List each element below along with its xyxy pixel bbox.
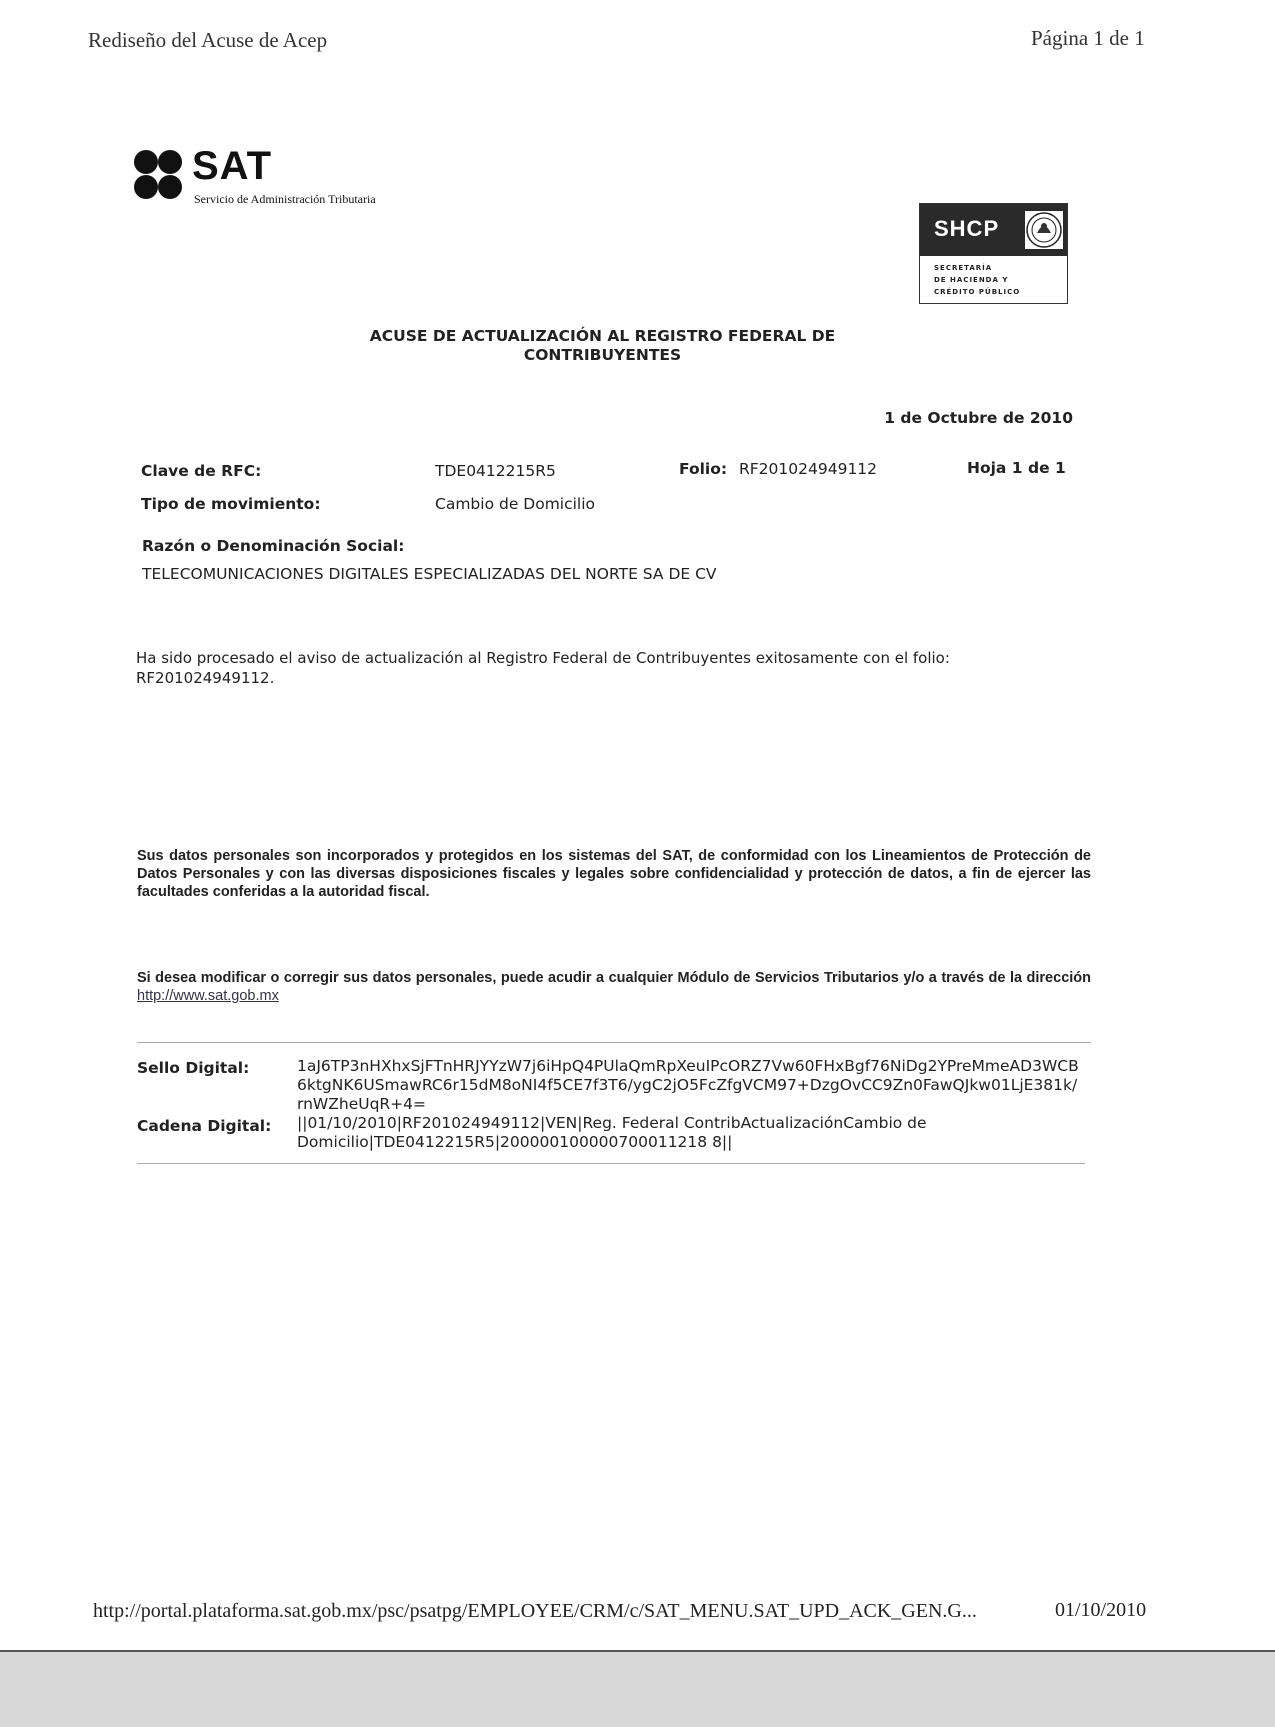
shcp-logo-word: SHCP — [934, 216, 1000, 241]
shcp-line-2: DE HACIENDA Y — [934, 276, 1009, 284]
sat-logo-word: SAT — [192, 144, 273, 188]
razon-label: Razón o Denominación Social: — [142, 537, 405, 555]
sello-line-3: rnWZheUqR+4= — [297, 1095, 427, 1113]
scan-border — [0, 1650, 1275, 1727]
sello-value — [297, 1057, 1097, 1114]
rfc-label: Clave de RFC: — [141, 462, 262, 480]
seal-icon — [1025, 211, 1063, 249]
modify-notice — [137, 969, 1091, 1005]
modify-text: Si desea modificar o corregir sus datos personales, puede acudir a cualquier Módulo de Servicios Tributarios y/o a través de la dirección — [137, 970, 1091, 986]
tipo-value: Cambio de Domicilio — [435, 495, 596, 513]
rfc-value: TDE0412215R5 — [435, 462, 556, 480]
shcp-logo — [919, 203, 1068, 304]
cadena-value — [297, 1114, 1097, 1152]
document-title — [300, 327, 905, 365]
processed-line-1: Ha sido procesado el aviso de actualización al Registro Federal de Contribuyentes exitosamente con el folio: — [136, 649, 950, 667]
shcp-line-3: CRÉDITO PÚBLICO — [934, 288, 1021, 296]
privacy-notice: Sus datos personales son incorporados y protegidos en los sistemas del SAT, de conformidad con los Lineamientos de Protección de Datos Personales y con las diversas disposiciones fiscales y legales sobre confidencialidad y protección de datos, a fin de ejercer las facultades conferidas a la autoridad fiscal. — [137, 848, 1091, 900]
footer-date: 01/10/2010 — [1055, 1599, 1147, 1621]
sello-line-2: 6ktgNK6USmawRC6r15dM8oNI4f5CE7f3T6/ygC2jO5FcZfgVCM97+DzgOvCC9Zn0FawQJkw01LjE381k/ — [297, 1076, 1078, 1094]
sat-dots-icon — [134, 150, 184, 202]
footer-url: http://portal.plataforma.sat.gob.mx/psc/psatpg/EMPLOYEE/CRM/c/SAT_MENU.SAT_UPD_ACK_GEN.G... — [93, 1600, 977, 1622]
sat-logo — [134, 144, 454, 208]
folio-label: Folio: — [679, 460, 728, 478]
processed-message — [136, 648, 1036, 688]
divider-bottom — [137, 1163, 1085, 1164]
cadena-line-2: Domicilio|TDE0412215R5|200000100000700011218 8|| — [297, 1133, 733, 1151]
cadena-line-1: ||01/10/2010|RF201024949112|VEN|Reg. Federal ContribActualizaciónCambio de — [297, 1114, 927, 1132]
document-date: 1 de Octubre de 2010 — [884, 409, 1073, 427]
title-line-1: ACUSE DE ACTUALIZACIÓN AL REGISTRO FEDERAL DE — [369, 327, 836, 345]
title-line-2: CONTRIBUYENTES — [523, 346, 682, 364]
sello-label: Sello Digital: — [137, 1059, 250, 1077]
sat-website-link[interactable]: http://www.sat.gob.mx — [137, 988, 279, 1004]
tipo-label: Tipo de movimiento: — [141, 495, 321, 513]
header-title: Rediseño del Acuse de Acep — [88, 28, 328, 52]
sat-logo-subtitle: Servicio de Administración Tributaria — [194, 192, 376, 206]
sello-line-1: 1aJ6TP3nHXhxSjFTnHRJYYzW7j6iHpQ4PUlaQmRpXeuIPcORZ7Vw60FHxBgf76NiDg2YPreMmeAD3WCB — [297, 1057, 1079, 1075]
folio-value: RF201024949112 — [739, 460, 878, 478]
cadena-label: Cadena Digital: — [137, 1117, 272, 1135]
page-counter: Página 1 de 1 — [1031, 26, 1145, 50]
shcp-line-1: SECRETARÍA — [934, 264, 993, 272]
razon-value: TELECOMUNICACIONES DIGITALES ESPECIALIZADAS DEL NORTE SA DE CV — [142, 565, 717, 583]
processed-line-2: RF201024949112. — [136, 669, 275, 687]
divider-top — [137, 1042, 1091, 1043]
hoja-label: Hoja 1 de 1 — [967, 459, 1066, 477]
